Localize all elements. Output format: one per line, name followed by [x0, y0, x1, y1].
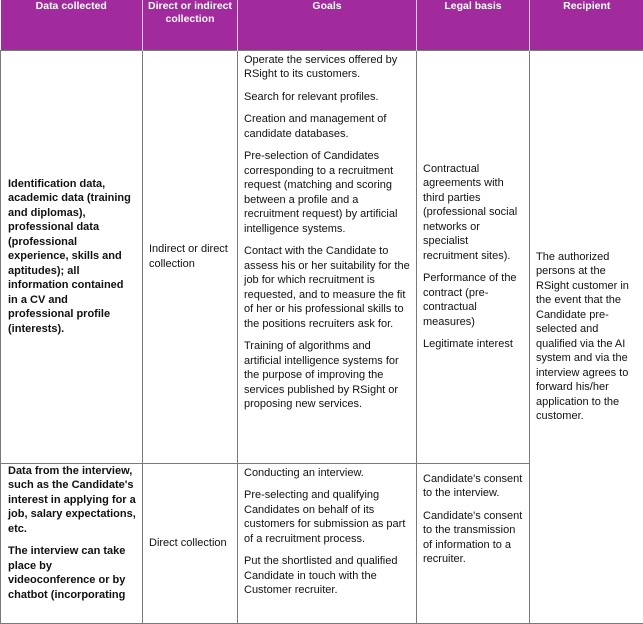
legal-basis-item: Candidate's consent to the interview. [423, 472, 523, 501]
collection-cell: Indirect or direct collection [143, 50, 238, 463]
goal-item: Put the shortlisted and qualified Candidate in touch with the Customer recruiter. [244, 554, 410, 598]
goal-item: Pre-selection of Candidates corresponding to a recruitment request (matching and scoring between a profile and a recruitment request) by artificial intelligence systems. [244, 149, 410, 236]
header-recipient: Recipient [530, 0, 643, 50]
recipient-cell: The authorized persons at the RSight customer in the event that the Candidate pre-selected and qualified via the AI system and via the interview agrees to forward his/her application to the customer. [530, 50, 643, 623]
legal-basis-item: Candidate's consent to the transmission of information to a recruiter. [423, 509, 523, 567]
legal-basis-item: Legitimate interest [423, 337, 523, 352]
goal-item: Training of algorithms and artificial intelligence systems for the purpose of improving the services published by RSight or proposing new services. [244, 339, 410, 412]
header-collection: Direct or indirect collection [143, 0, 238, 50]
legal-basis-cell [417, 463, 530, 623]
data-collected-cell [1, 50, 143, 463]
data-collected-text: The interview can take place by videoconference or by chatbot (incorporating [8, 544, 136, 602]
header-legal-basis: Legal basis [417, 0, 530, 50]
goal-item: Contact with the Candidate to assess his or her suitability for the job for which recruitment is requested, and to measure the fit of her or his professional skills to the positions recruiters ask for. [244, 244, 410, 331]
data-collected-text: Data from the interview, such as the Candidate's interest in applying for a job, salary expectations, etc. [8, 464, 136, 537]
collection-cell: Direct collection [143, 463, 238, 623]
legal-basis-item: Contractual agreements with third parties (professional social networks or specialist recruitment sites). [423, 162, 523, 264]
header-row [1, 0, 643, 50]
header-data-collected: Data collected [1, 0, 143, 50]
goals-cell [238, 50, 417, 463]
legal-basis-cell [417, 50, 530, 463]
goal-item: Operate the services offered by RSight to its customers. [244, 53, 410, 82]
data-collected-cell [1, 463, 143, 623]
data-collected-text: Identification data, academic data (training and diplomas), professional data (professional experience, skills and aptitudes); all information contained in a CV and professional profile (interests). [8, 177, 136, 337]
table-row [1, 50, 643, 463]
legal-basis-item: Performance of the contract (pre-contractual measures) [423, 271, 523, 329]
header-goals: Goals [238, 0, 417, 50]
goal-item: Conducting an interview. [244, 466, 410, 481]
goal-item: Search for relevant profiles. [244, 90, 410, 105]
goal-item: Pre-selecting and qualifying Candidates on behalf of its customers for submission as part of a recruitment process. [244, 488, 410, 546]
goal-item: Creation and management of candidate databases. [244, 112, 410, 141]
goals-cell [238, 463, 417, 623]
